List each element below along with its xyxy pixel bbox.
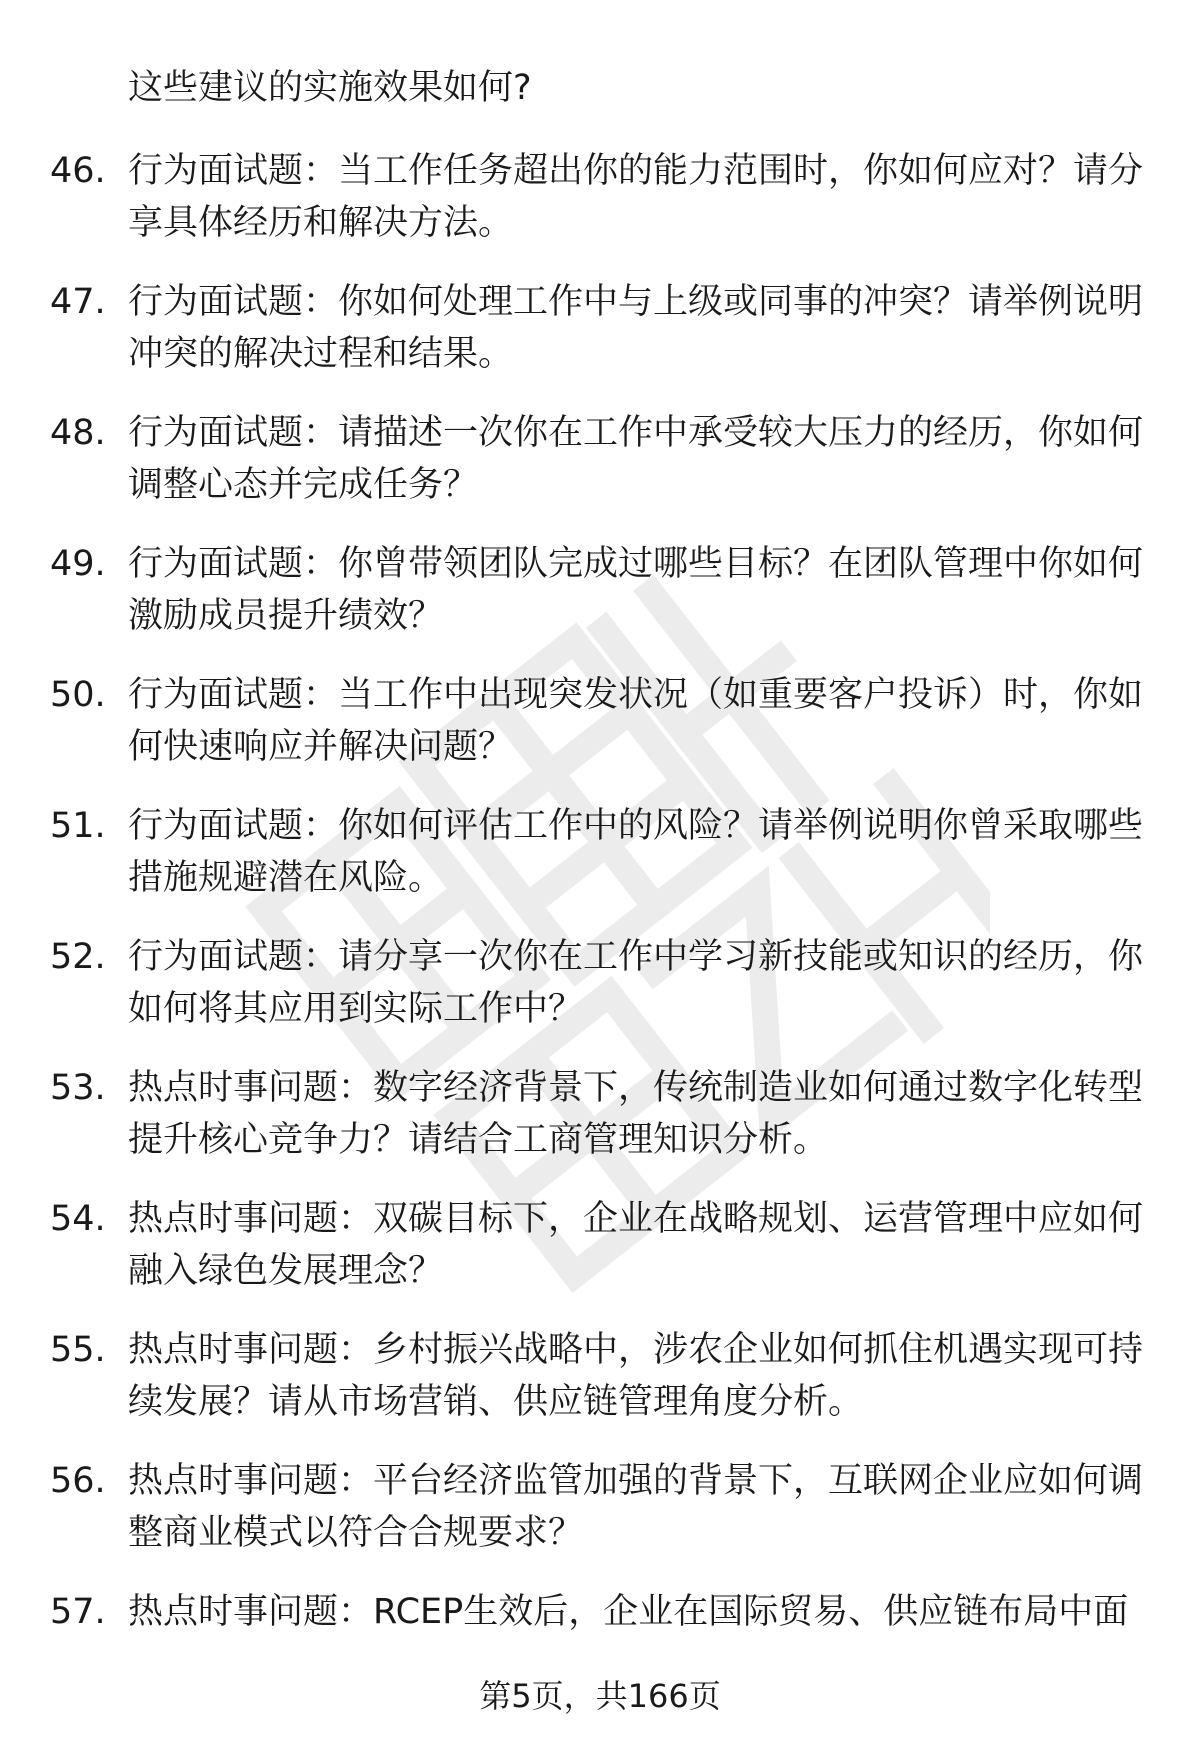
question-number: 47. [50, 282, 106, 322]
question-number: 48. [50, 413, 106, 453]
question-text: 热点时事问题：RCEP生效后，企业在国际贸易、供应链布局中面 [128, 1592, 1129, 1632]
question-number: 55. [50, 1330, 106, 1370]
list-item [0, 407, 1200, 538]
list-item [0, 1324, 1200, 1455]
question-text: 行为面试题：请分享一次你在工作中学习新技能或知识的经历，你如何将其应用到实际工作中？ [128, 937, 1144, 1029]
list-item [0, 1193, 1200, 1324]
question-number: 50. [50, 675, 106, 715]
list-item [0, 1455, 1200, 1586]
question-number: 49. [50, 544, 106, 584]
list-item [0, 538, 1200, 669]
continuation-text: 这些建议的实施效果如何? [128, 68, 532, 108]
question-text: 行为面试题：你如何评估工作中的风险？请举例说明你曾采取哪些措施规避潜在风险。 [128, 806, 1144, 898]
question-text: 行为面试题：你如何处理工作中与上级或同事的冲突？请举例说明冲突的解决过程和结果。 [128, 282, 1144, 374]
question-number: 46. [50, 151, 106, 191]
question-number: 57. [50, 1592, 106, 1632]
question-text: 热点时事问题：乡村振兴战略中，涉农企业如何抓住机遇实现可持续发展？请从市场营销、供应链管理角度分析。 [128, 1330, 1144, 1422]
question-number: 54. [50, 1199, 106, 1239]
list-item [0, 1062, 1200, 1193]
question-number: 53. [50, 1068, 106, 1108]
list-item [0, 800, 1200, 931]
question-number: 51. [50, 806, 106, 846]
question-list [0, 145, 1200, 1717]
question-text: 行为面试题：你曾带领团队完成过哪些目标？在团队管理中你如何激励成员提升绩效？ [128, 544, 1144, 636]
question-text: 行为面试题：当工作中出现突发状况（如重要客户投诉）时，你如何快速响应并解决问题？ [128, 675, 1144, 767]
list-item [0, 669, 1200, 800]
question-number: 52. [50, 937, 106, 977]
question-text: 热点时事问题：数字经济背景下，传统制造业如何通过数字化转型提升核心竞争力？请结合工商管理知识分析。 [128, 1068, 1144, 1160]
question-text: 热点时事问题：平台经济监管加强的背景下，互联网企业应如何调整商业模式以符合合规要求？ [128, 1461, 1144, 1553]
list-item [0, 931, 1200, 1062]
question-number: 56. [50, 1461, 106, 1501]
question-text: 行为面试题：当工作任务超出你的能力范围时，你如何应对？请分享具体经历和解决方法。 [128, 151, 1144, 243]
list-item [0, 276, 1200, 407]
question-text: 行为面试题：请描述一次你在工作中承受较大压力的经历，你如何调整心态并完成任务？ [128, 413, 1144, 505]
list-item [0, 145, 1200, 276]
page-footer: 第5页，共166页 [479, 1677, 721, 1715]
question-text: 热点时事问题：双碳目标下，企业在战略规划、运营管理中应如何融入绿色发展理念？ [128, 1199, 1144, 1291]
